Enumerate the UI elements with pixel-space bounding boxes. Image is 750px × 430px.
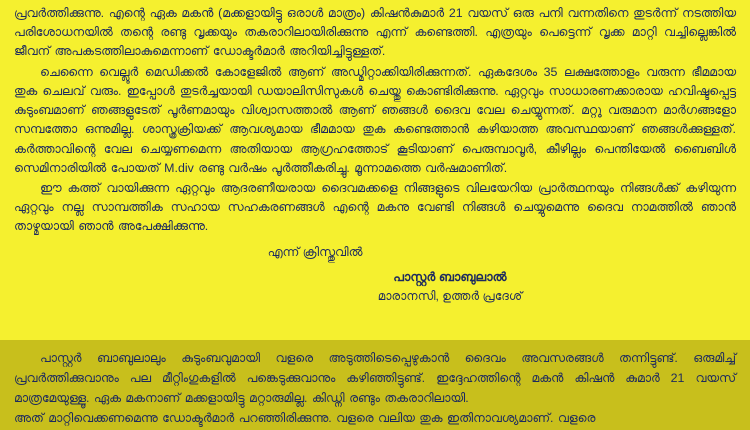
letter-closing: എന്ന് ക്രിസ്തുവിൽ — [267, 244, 363, 259]
signature-name: പാസ്റ്റർ ബാബുലാൽ — [393, 269, 507, 284]
endorsement-section — [0, 340, 750, 430]
endorsement-paragraph-1: പാസ്റ്റർ ബാബുലാലും കുടുംബവുമായി വളരെ അടുത്തിടെപ്പെഴുകാൻ ദൈവം അവസരങ്ങൾ തന്നിട്ടുണ്ട്. ഒരുമിച്ച് പ്രവർത്തിക്കുവാനും പല മീറ്റിംഗുകളിൽ പങ്കെടുക്കുവാനും കഴിഞ്ഞിട്ടുണ്ട്. ഇദ്ദേഹത്തിന്റെ മകൻ കിഷൻ കുമാർ 21 വയസ് മാത്രമേയുള്ളൂ. ഏക മകനാണ് മക്കളായിട്ടു മറ്റാരുമില്ല. കിഡ്നി രണ്ടും തകരാറിലായി. — [14, 351, 736, 406]
endorsement-paragraph-2: അത് മാറ്റിവെക്കണമെന്നു ഡോക്ടർമാർ പറഞ്ഞിരിക്കുന്നു. വളരെ വലിയ തുക ഇതിനാവശ്യമാണ്. വളരെ — [14, 411, 596, 426]
letter-paragraph-2: ചെന്നൈ വെല്ലൂർ മെഡിക്കൽ കോളേജിൽ ആണ് അഡ്മിറ്റാക്കിയിരിക്കുന്നത്. ഏകദേശം 35 ലക്ഷത്തോളം വരുന്ന ഭീമമായ തുക ചെലവ് വരും. ഇപ്പോൾ തുടർച്ചയായി ഡയാലിസിസുകൾ ചെയ്തു കൊണ്ടിരിക്കുന്നു. ഏറ്റവും സാധാരണക്കാരായ ഹവിഷ്ടപ്പെട്ട കുടുംബമാണ് ഞങ്ങളുടേത് പൂർണമായും വിശ്വാസത്താൽ ആണ് ഞങ്ങൾ ദൈവ വേല ചെയ്യുന്നത്. മറ്റു വരുമാന മാർഗങ്ങളോ സമ്പത്തോ ഒന്നുമില്ല. ശാസ്ത്രക്രിയക്ക് ആവശ്യമായ ഭീമമായ തുക കണ്ടെത്താൻ കഴിയാത്ത അവസ്ഥയാണ് ഞങ്ങൾക്കുള്ളത്. കർത്താവിന്റെ വേല ചെയ്യണമെന്ന അതിയായ ആഗ്രഹത്തോട് കൂടിയാണ് പെരുമ്പാവൂർ, കീഴില്ലം പെന്തിയേൽ ബൈബിൾ സെമിനാരിയിൽ പോയത് M.div രണ്ടു വർഷം പൂർത്തീകരിച്ചു. മൂന്നാമത്തെ വർഷമാണിത്. — [14, 64, 736, 175]
signature-place: മാരാനസി, ഉത്തർ പ്രദേശ് — [377, 288, 523, 303]
letter-paragraph-1: പ്രവർത്തിക്കുന്നു. എന്റെ ഏക മകന്‍ (മക്കളായിട്ടു ഒരാൾ മാത്രം) കിഷൻകുമാർ 21 വയസ് ഒരു പനി വന്നതിനെ തുടർന്ന് നടത്തിയ പരിശോധനയിൽ തന്റെ രണ്ടു വൃക്കയും തകരാറിലായിരിക്കുന്നു എന്ന് കണ്ടെത്തി. എത്രയും പെട്ടെന്ന് വൃക്ക മാറ്റി വച്ചില്ലെങ്കിൽ ജീവന് അപകടത്തിലാകുമെന്നാണ് ഡോക്ടർമാർ അറിയിച്ചിട്ടുള്ളത്. — [14, 6, 736, 59]
letter-paragraph-3: ഈ കത്ത് വായിക്കുന്ന ഏറ്റവും ആദരണീയരായ ദൈവമക്കളെ നിങ്ങളുടെ വിലയേറിയ പ്രാർത്ഥനയും നിങ്ങൾക്ക് കഴിയുന്ന ഏറ്റവും നല്ല സാമ്പത്തിക സഹായ സഹകരണങ്ങൾ എന്റെ മകനു വേണ്ടി നിങ്ങൾ ചെയ്യുമെന്നു ദൈവ നാമത്തിൽ ഞാൻ താഴ്മയായി ഞാൻ അപേക്ഷിക്കുന്നു. — [14, 180, 736, 234]
